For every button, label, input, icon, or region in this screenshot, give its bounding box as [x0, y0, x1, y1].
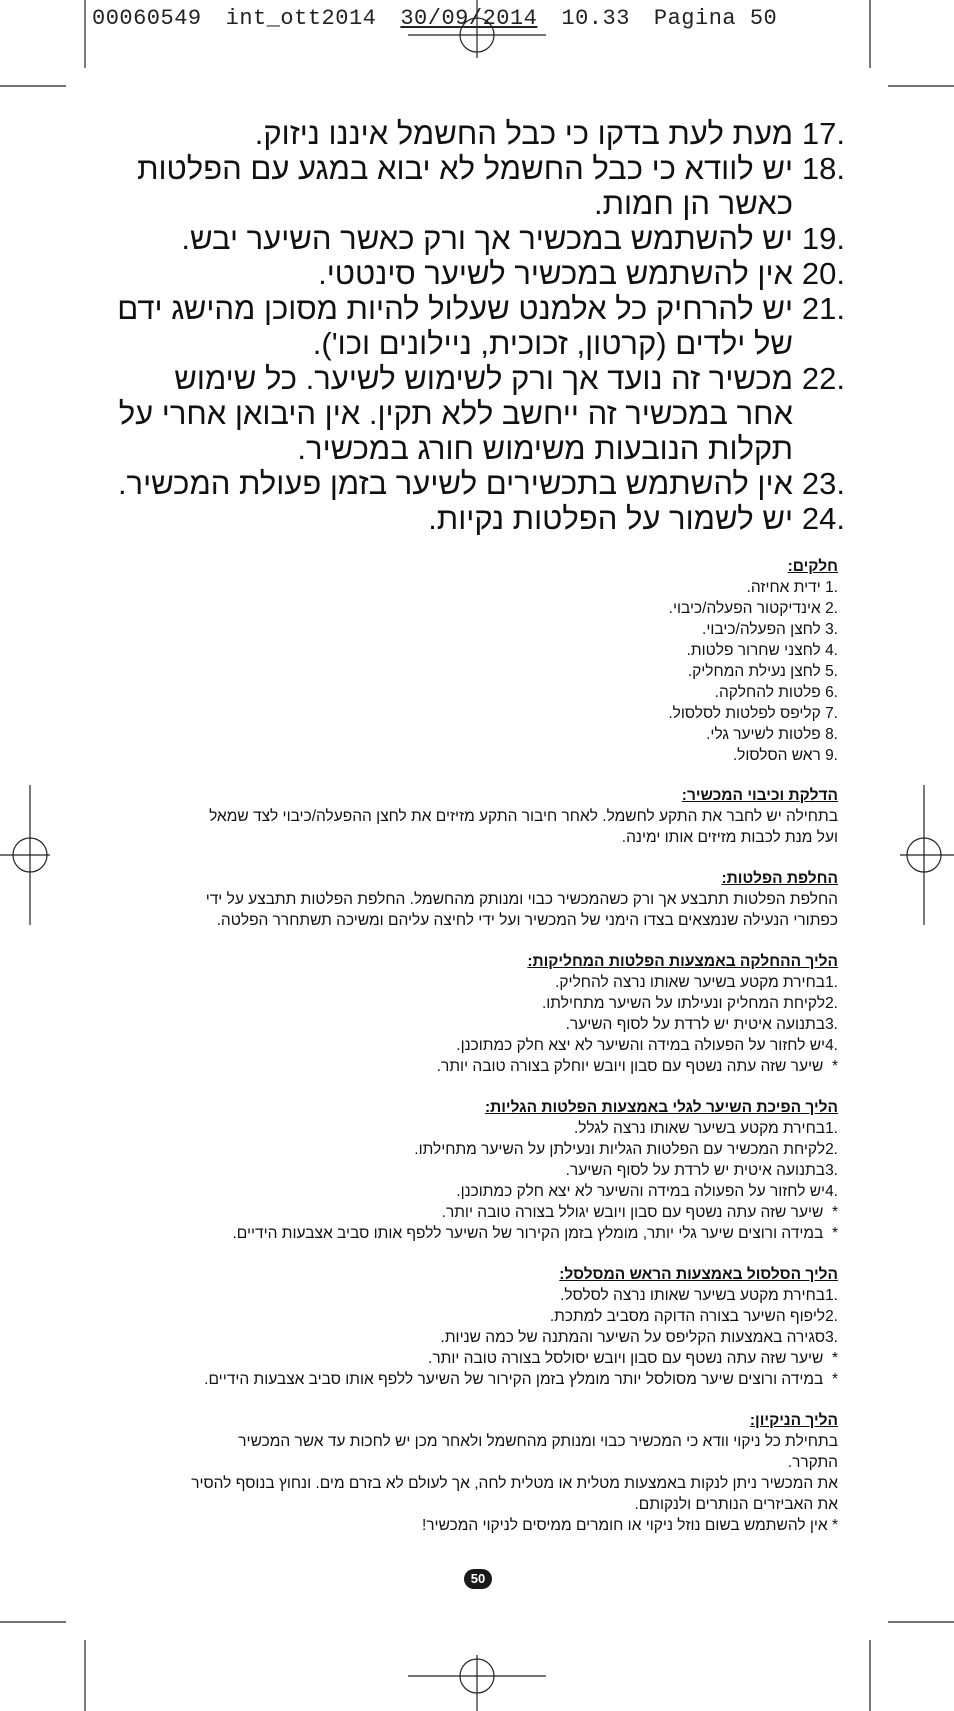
list-item: 2.ליפוף השיער בצורה הדוקה מסביב למתכת. [549, 1308, 838, 1325]
list-item: * שיער שזה עתה נשטף עם סבון ויובש יסולסל בצורה טובה יותר. [428, 1350, 838, 1367]
waves-list [150, 1118, 838, 1244]
replace-section [150, 868, 838, 931]
slug-time: 10.33 [561, 6, 630, 31]
curl-section [150, 1264, 838, 1390]
safety-item: 19. יש להשתמש במכשיר אך ורק כאשר השיער יבש. [181, 221, 845, 256]
paragraph-line: כפתורי הנעילה שנמצאים בצדו הימני של המכשיר ועל ידי לחיצה עליהם ומשיכה תשתחרר הפלטה. [216, 912, 838, 929]
list-item: 1.בחירת מקטע בשיער שאותו נרצה לסלסל. [560, 1287, 838, 1304]
list-item: 2.לקיחת המכשיר עם הפלטות הגליות ונעילתן על השיער מתחילתו. [414, 1141, 838, 1158]
straighten-section [150, 951, 838, 1077]
safety-item: 17. מעת לעת בדקו כי כבל החשמל איננו ניזוק. [254, 116, 845, 151]
list-item: * שיער שזה עתה נשטף עם סבון ויובש יוחלק בצורה טובה יותר. [436, 1058, 838, 1075]
list-item: 8. פלטות לשיער גלי. [706, 726, 838, 743]
waves-section [150, 1097, 838, 1244]
paragraph-line: ועל מנת לכבות מזיזים אותו ימינה. [621, 829, 838, 846]
list-item: 1. ידית אחיזה. [746, 579, 838, 596]
slug-date: 30/09/2014 [400, 6, 538, 31]
safety-item: 20. אין להשתמש במכשיר לשיער סינטטי. [318, 256, 845, 291]
safety-instructions [110, 116, 845, 536]
list-item: 3.סגירה באמצעות הקליפס על השיער והמתנה של כמה שניות. [440, 1329, 838, 1346]
straighten-title: הליך ההחלקה באמצעות הפלטות המחליקות: [527, 953, 838, 970]
straighten-list [150, 972, 838, 1077]
paragraph-line: את האביזרים הנותרים ולנקותם. [634, 1496, 838, 1513]
paragraph-line: החלפת הפלטות תתבצע אך ורק כשהמכשיר כבוי ומנותק מהחשמל. החלפת הפלטות תתבצע על ידי [205, 891, 838, 908]
list-item: 6. פלטות להחלקה. [714, 684, 838, 701]
list-item: 4.יש לחזור על הפעולה במידה והשיער לא יצא חלק כמתוכנן. [456, 1183, 838, 1200]
safety-item: 23. אין להשתמש בתכשירים לשיער בזמן פעולת המכשיר. [117, 466, 845, 501]
parts-section [150, 556, 838, 766]
list-item: 4.יש לחזור על הפעולה במידה והשיער לא יצא חלק כמתוכנן. [456, 1037, 838, 1054]
safety-item: 18. יש לוודא כי כבל החשמל לא יבוא במגע עם הפלטות כאשר הן חמות. [137, 151, 845, 221]
parts-title: חלקים: [787, 558, 838, 575]
cleaning-title: הליך הניקיון: [749, 1412, 838, 1429]
paragraph-line: בתחילה יש לחבר את התקע לחשמל. לאחר חיבור התקע מזיזים את לחצן ההפעלה/כיבוי לצד שמאל [209, 808, 838, 825]
power-section [150, 785, 838, 848]
safety-item: 22. מכשיר זה נועד אך ורק לשימוש לשיער. כל שימוש אחר במכשיר זה ייחשב ללא תקין. אין היבואן אחרי על תקלות הנובעות משימוש חורג במכשיר. [118, 361, 845, 466]
list-item: 5. לחצן נעילת המחליק. [687, 663, 838, 680]
safety-item: 21. יש להרחיק כל אלמנט שעלול להיות מסוכן מהישג ידם של ילדים (קרטון, זכוכית, ניילונים וכו'). [117, 291, 845, 361]
replace-title: החלפת הפלטות: [721, 870, 838, 887]
list-item: * במידה ורוצים שיער גלי יותר, מומלץ בזמן הקירור של השיער ללפף אותו סביב אצבעות הידיים. [232, 1225, 838, 1242]
waves-title: הליך הפיכת השיער לגלי באמצעות הפלטות הגליות: [484, 1099, 838, 1116]
list-item: 2. אינדיקטור הפעלה/כיבוי. [668, 600, 838, 617]
slug-page: Pagina 50 [653, 6, 778, 31]
power-title: הדלקת וכיבוי המכשיר: [681, 787, 838, 804]
list-item: 4. לחצני שחרור פלטות. [686, 642, 838, 659]
paragraph-line: * אין להשתמש בשום נוזל ניקוי או חומרים ממיסים לניקוי המכשיר! [421, 1517, 838, 1534]
cleaning-section [150, 1410, 838, 1536]
list-item: 2.לקיחת המחליק ונעילתו על השיער מתחילתו. [541, 995, 838, 1012]
slug-file: int_ott2014 [225, 6, 377, 31]
list-item: 7. קליפס לפלטות לסלסול. [668, 705, 838, 722]
page-number: 50 [464, 1569, 492, 1589]
list-item: 1.בחירת מקטע בשיער שאותו נרצה לגלל. [574, 1120, 838, 1137]
list-item: 9. ראש הסלסול. [732, 747, 838, 764]
slug-code: 00060549 [92, 6, 202, 31]
list-item: 3.בתנועה איטית יש לרדת על לסוף השיער. [565, 1162, 838, 1179]
print-slug [92, 6, 801, 31]
list-item: * במידה ורוצים שיער מסולסל יותר מומלץ בזמן הקירור של השיער ללפף אותו סביב אצבעות הידיים. [204, 1371, 838, 1388]
list-item: 1.בחירת מקטע בשיער שאותו נרצה להחליק. [555, 974, 838, 991]
curl-title: הליך הסלסול באמצעות הראש המסלסל: [559, 1266, 838, 1283]
paragraph-line: התקרר. [787, 1454, 838, 1471]
curl-list [150, 1285, 838, 1390]
list-item: * שיער שזה עתה נשטף עם סבון ויובש יגולל בצורה טובה יותר. [441, 1204, 838, 1221]
list-item: 3.בתנועה איטית יש לרדת על לסוף השיער. [565, 1016, 838, 1033]
paragraph-line: בתחילת כל ניקוי וודא כי המכשיר כבוי ומנותק מהחשמל ולאחר מכן יש לחכות עד אשר המכשיר [238, 1433, 838, 1450]
paragraph-line: את המכשיר ניתן לנקות באמצעות מטלית או מטלית לחה, אך לעולם לא בזרם מים. ונחוץ בנוסף להסיר [191, 1475, 838, 1492]
list-item: 3. לחצן הפעלה/כיבוי. [702, 621, 838, 638]
parts-list [150, 577, 838, 766]
safety-item: 24. יש לשמור על הפלטות נקיות. [428, 501, 845, 536]
